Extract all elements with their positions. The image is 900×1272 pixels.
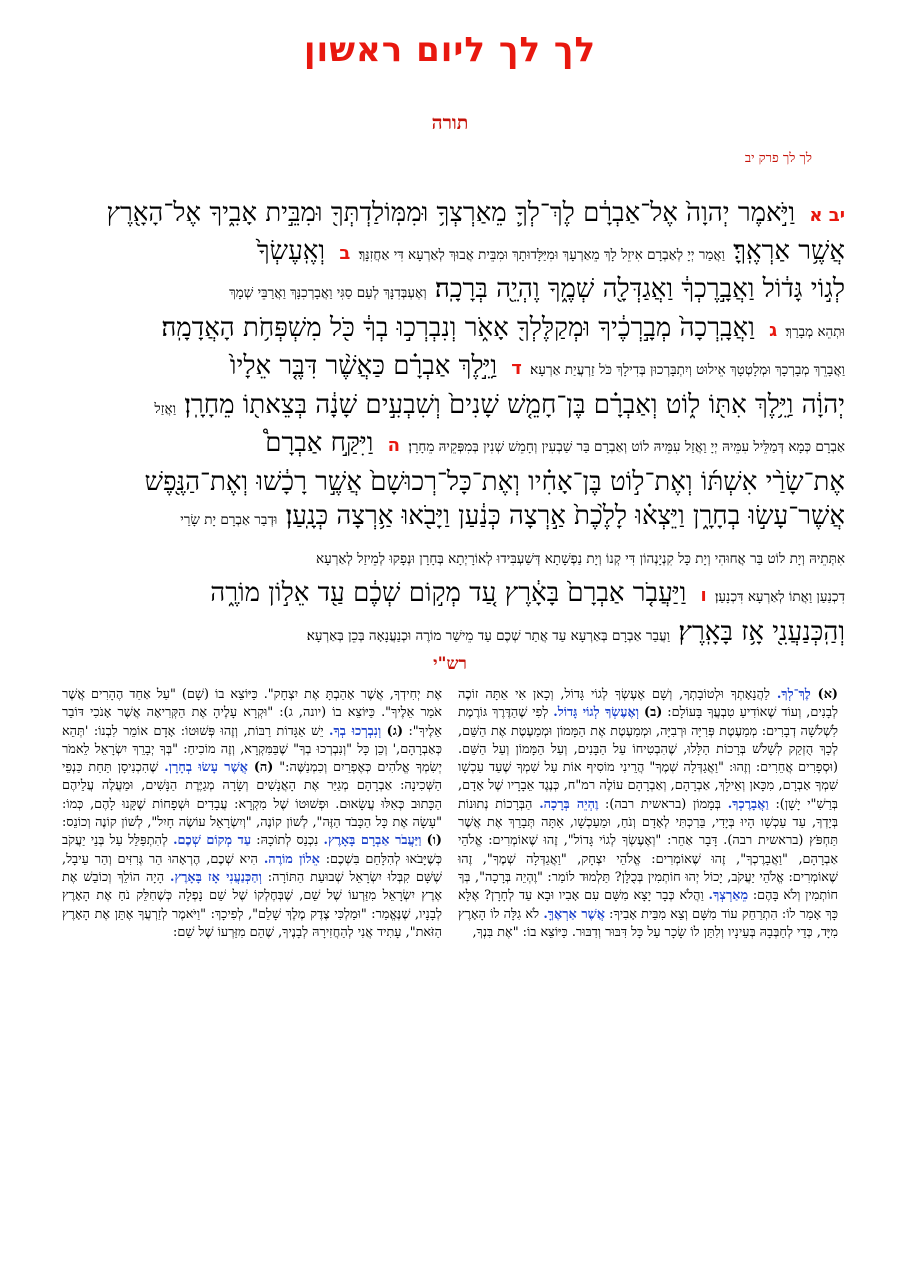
verse-number: ד <box>511 358 522 379</box>
rashi-commentary-text: וַהֲלֹא כְּבָר יָצָא מִשָּׁם עִם אָבִיו וּבָא עַד לְחָרָן? אֶלָּא כָּךְ אָמַר לוֹ: הִתְרַחֵק עוֹד מִשָּׁם וְצֵא מִבֵּית אָבִיךָ: <box>458 888 838 922</box>
rashi-heading: וַאֲבָרֶכְךָ. <box>727 796 769 812</box>
verse-number: ה <box>387 435 401 456</box>
section-title: תורה <box>431 112 469 134</box>
rashi-verse-number: (ג) <box>386 723 404 739</box>
onkelos-text: וַאֲבָרֵךְ מְבָרְכָךְ וּמְלָטְטָךְ אֵילוּט וְיִתְבָּרְכוּן בְּדִילָךְ כֹּל זַרְעֲיַת אַרְעָא׃ <box>530 362 845 378</box>
rashi-heading: עַד מְקוֹם שְׁכֶם. <box>173 833 252 849</box>
rashi-commentary-text: לְהִתְפַּלֵּל עַל בְּנֵי יַעֲקֹב כְּשֶׁיָּבֹאוּ לְהִלָּחֵם בִּשְׁכֶם: <box>62 833 443 867</box>
rashi-column-left <box>62 686 442 942</box>
torah-line <box>55 388 845 427</box>
rashi-heading: לֶךְ־לְךָ. <box>776 687 811 702</box>
onkelos-text: אַבְרָם כְּמָא דְּמַלֵּיל עִמֵּיהּ יְיָ וַאֲזַל עִמֵּיהּ לוֹט וְאַבְרָם בַּר שַׁבְעִין וְחָמֵשׁ שְׁנִין בְּמִפְּקֵיהּ מֵחָרָן׃ <box>408 439 845 455</box>
verse-number: יב א <box>809 205 845 226</box>
rashi-verse-number: (א) <box>817 687 838 702</box>
rashi-heading: אֲשֶׁר עָשׂוּ בְחָרָן. <box>164 760 248 776</box>
rashi-commentary-text: לְפִי שֶׁהַדֶּרֶךְ גּוֹרֶמֶת לִשְׁלֹשָׁה דְבָרִים: מְמַעֶטֶת פְּרִיָּה וּרְבִיָּה, וּמְמַעֶטֶת אֶת הַמָּמוֹן וּמְמַעֶטֶת אֶת הַשֵּׁם, לְכָךְ הֻזְקַק לְשָׁלֹשׁ בְּרָכוֹת הַלָּלוּ, שֶׁהִבְטִיחוֹ עַל הַבָּנִים, וְעַל הַמָּמוֹן וְעַל הַשֵּׁם. (וּסְפָרִים אֲחֵרִים: וְזֶהוּ: "וַאֲגַדְּלָה שְׁמֶךָ" הֲרֵינִי מוֹסִיף אוֹת עַל שִׁמְךָ שֶׁעַד עַכְשָׁו שִׁמְךָ אַבְרָם, מִכָּאן וְאֵילָךְ, אַבְרָהָם, וְאַבְרָהָם עוֹלֶה רמ"ח, כְּנֶגֶד אֵבָרָיו שֶׁל אָדָם, בְּרַשִׁ"י יָשָׁן): <box>458 705 838 812</box>
torah-line <box>55 311 845 350</box>
torah-verse-text: לְג֣וֹי גָּד֔וֹל וַאֲבָ֣רֶכְךָ֔ וַאֲגַדְּלָ֖ה שְׁמֶ֑ךָ וֶהְיֵ֖ה בְּרָכָֽה׃ <box>434 274 845 304</box>
rashi-heading: אֲשֶׁר אַרְאֶךָּ. <box>543 906 605 922</box>
torah-line <box>55 426 845 465</box>
torah-verse-text: וְהַֽכְּנַעֲנִ֖י אָ֥ז בָּאָֽרֶץ׃ <box>678 616 845 647</box>
torah-verse-text: אֶת־שָׂרַ֨י אִשְׁתּ֜וֹ וְאֶת־ל֣וֹט בֶּן־אָחִ֗יו וְאֶת־כָּל־רְכוּשָׁם֙ אֲשֶׁ֣ר רָכָ֔שׁוּ וְאֶת־הַנֶּ֖פֶשׁ <box>144 466 845 497</box>
rashi-heading: וְהַכְּנַעֲנִי אָז בָּאָרֶץ. <box>170 869 262 885</box>
onkelos-text: דִכְנַעַן וַאֲתוֹ לְאַרְעָא דִּכְנָעַן׃ <box>714 589 845 605</box>
rashi-commentary-text: אֶת יְחִידְךָ, אֲשֶׁר אָהַבְתָּ אֶת יִצְחָק". כַּיּוֹצֵא בוֹ (שָׁם) "עַל אַחַד הֶהָרִים אֲשֶׁר אֹמַר אֵלֶיךָ". כַּיּוֹצֵא בוֹ (יונה, ג): "וּקְרָא עָלֶיהָ אֶת הַקְּרִיאָה אֲשֶׁר אָנֹכִי דּוֹבֵר אֵלֶיךָ": <box>62 687 442 739</box>
verse-number: ו <box>700 585 707 606</box>
page-title: לך לך ליום ראשון <box>303 30 597 70</box>
rashi-heading: מֵאַרְצְךָ. <box>708 888 749 904</box>
torah-verse-text: וַאֲבָֽרְכָה֙ מְבָ֣רְכֶ֔יךָ וּמְקַלֶּלְךָ֖ אָאֹ֑ר וְנִבְרְכ֣וּ בְךָ֔ כֹּ֖ל מִשְׁפְּחֹ֥ת הָאֲדָמָֽה׃ <box>161 312 755 343</box>
verse-number: ב <box>339 242 351 264</box>
onkelos-text: וַאֲזַל <box>154 400 177 417</box>
rashi-commentary-text: לַהֲנָאָתְךָ וּלְטוֹבָתְךָ, וְשָׁם אֶעֶשְׂךָ לְגוֹי גָּדוֹל, וְכָאן אִי אַתָּה זוֹכֶה לְבָנִים, וְעוֹד שֶׁאוֹדִיעַ טִבְעֲךָ בָּעוֹלָם: <box>458 687 838 721</box>
onkelos-text: אִתְּתֵיהּ וְיָת לוֹט בַּר אֲחוּהִי וְיָת כָּל קִנְיָנְהוֹן דִּי קְנוֹ וְיָת נַפְשָׁתָא דְּשַׁעְבִּידוּ לְאוֹרָיְתָא בְּחָרָן וּנְפָקוּ לְמֵיזַל לְאַרְעָא <box>316 550 845 567</box>
onkelos-text: וַעֲבַר אַבְרָם בְּאַרְעָא עַד אֲתַר שְׁכֶם עַד מֵישַׁר מוֹרֶה וּכְנַעֲנָאָה בְּכֵן בְּאַרְעָא׃ <box>306 627 671 644</box>
onkelos-text: וַאֲמַר יְיָ לְאַבְרָם אִיזֵל לָךְ מֵאַרְעָךְ וּמִיַּלָּדוּתָךְ וּמִבֵּית אֲבוּךְ לְאַרְעָא דִּי אַחֲזִנָּךְ׃ <box>358 246 725 263</box>
onkelos-text: וּדְבַר אַבְרָם יָת שָׂרַי <box>180 512 278 528</box>
rashi-heading: וַיַּעֲבֹר אַבְרָם בָּאָרֶץ. <box>323 833 422 849</box>
rashi-commentary-text: הִיא שְׁכֶם, הֶרְאָהוּ הַר גְּרִזִּים וְהַר עֵיבָל, שֶׁשָּׁם קִבְּלוּ יִשְׂרָאֵל שְׁבוּעַת הַתּוֹרָה: <box>62 851 442 885</box>
torah-verse-text: וְאֶֽעֶשְׂךָ֙ <box>256 235 326 266</box>
rashi-commentary-text: שֶׁהִכְנִיסָן תַּחַת כַּנְפֵי הַשְּׁכִינָה: אַבְרָהָם מְגַיֵּר אֶת הָאֲנָשִׁים וְשָׂרָה מְגַיֶּרֶת הַנָּשִׁים, וּמַעֲלֶה עֲלֵיהֶם הַכָּתוּב כְּאִלּוּ עֲשָׂאוּם. וּפְשׁוּטוֹ שֶׁל מִקְרָא: עֲבָדִים וּשְׁפָחוֹת שֶׁקָּנוּ לָהֶם, כְּמוֹ: "עָשָׂה אֶת כָּל הַכָּבֹד הַזֶּה", לְשׁוֹן קוֹנֶה, "וְיִשְׂרָאֵל עוֹשֶׂה חָיִל", לְשׁוֹן קוֹנֶה וְכוֹנֵס: <box>62 760 442 831</box>
torah-line <box>55 234 845 273</box>
rashi-heading: וְאֶעֶשְׂךָ לְגוֹי גָּדוֹל. <box>553 705 640 721</box>
torah-verse-text: וַיִּקַּ֣ח אַבְרָם֩ <box>265 428 374 458</box>
rashi-commentary-text: הַבְּרָכוֹת נְתוּנוֹת בְּיָדְךָ, עַד עַכְשָׁו הָיוּ בְּיָדִי, בֵּרַכְתִּי לְאָדָם וְנֹחַ, וּמֵעַכְשָׁו, אַתָּה תְּבָרֵךְ אֶת אֲשֶׁר תַּחְפֹּץ (בראשית רבה). דָּבָר אַחֵר: "וְאֶעֶשְׂךָ לְגוֹי גָּדוֹל", זֶהוּ שֶׁאוֹמְרִים: אֱלֹהֵי אַבְרָהָם, "וַאֲבָרֶכְךָ", זֶהוּ שֶׁאוֹמְרִים: אֱלֹהֵי יִצְחָק, "וַאֲגַדְּלָה שְׁמֶךָ", זֶהוּ שֶׁאוֹמְרִים: אֱלֹהֵי יַעֲקֹב, יָכוֹל יְהוּ חוֹתְמִין בְּכֻלָּן? תַּלְמוּד לוֹמַר: "וֶהְיֵה בְּרָכָה", בְּךָ חוֹתְמִין וְלֹא בָּהֶם: <box>458 796 838 904</box>
torah-verse-text: וַיֵּ֣לֶךְ אַבְרָ֗ם כַּאֲשֶׁ֨ר דִּבֶּ֤ר אֵלָיו֙ <box>229 351 498 381</box>
rashi-commentary-text: נִכְנַס לְתוֹכָהּ: <box>256 833 319 849</box>
onkelos-text: וְאֶעְבְּדִנָּךְ לְעַם סַגִּי וַאֲבָרְכִנָּךְ וַאֲרַבֵּי שְׁמָךְ <box>229 285 427 301</box>
rashi-heading: וְנִבְרְכוּ בְךָ. <box>329 723 382 739</box>
verse-number: ג <box>769 319 778 341</box>
rashi-commentary-text: יֵשׁ אַגָּדוֹת רַבּוֹת, וְזֶהוּ פְּשׁוּטוֹ: אָדָם אוֹמֵר לִבְנוֹ: 'תְּהֵא כְּאַבְרָהָם,' וְכֵן כָּל "וְנִבְרְכוּ בְךָ" שֶׁבַּמִּקְרָא, וְזֶה מוֹכִיחַ: "בְּךָ יְבָרֵךְ יִשְׂרָאֵל לֵאמֹר יְשִׂמְךָ אֱלֹהִים כְּאֶפְרַיִם וְכִמְנַשֶּׁה:" <box>62 723 442 776</box>
torah-line <box>55 499 845 538</box>
rashi-commentary-text: לֹא גִלָּה לוֹ הָאָרֶץ מִיָּד, כְּדֵי לְחַבְּבָהּ בְּעֵינָיו וְלִתֵּן לוֹ שָׂכָר עַל כָּל דִּבּוּר וְדִבּוּר. כַּיּוֹצֵא בוֹ: "אֶת בִּנְךָ, <box>458 906 838 940</box>
rashi-verse-number: (ב) <box>644 705 663 721</box>
torah-verse-text: יְהוָ֔ה וַיֵּ֥לֶךְ אִתּ֖וֹ ל֑וֹט וְאַבְרָ֗ם בֶּן־חָמֵ֤שׁ שָׁנִים֙ וְשִׁבְעִ֣ים שָׁנָ֔ה בְּצֵאת֖וֹ מֵחָרָֽן׃ <box>184 389 845 420</box>
torah-line <box>55 465 845 500</box>
rashi-title: רש"י <box>433 654 467 674</box>
rashi-commentary-text: בְּמָמוֹן (בראשית רבה): <box>605 796 721 812</box>
torah-line <box>55 538 845 577</box>
torah-line <box>55 272 845 311</box>
rashi-verse-number: (ה) <box>253 760 274 776</box>
torah-verse-text: אֲשֶׁר־עָשׂ֣וּ בְחָרָ֑ן וַיֵּצְא֗וּ לָלֶ֙כֶת֙ אַ֣רְצָה כְּנַ֔עַן וַיָּבֹ֖אוּ אַ֥רְצָה כְּנָֽעַן׃ <box>285 501 845 531</box>
rashi-verse-number: (ו) <box>426 833 442 849</box>
torah-verse-text: וַיֹּ֣אמֶר יְהוָה֙ אֶל־אַבְרָ֔ם לֶךְ־לְךָ֛ מֵאַרְצְךָ֥ וּמִמּֽוֹלַדְתְּךָ֖ וּמִבֵּ֣ית אָבִ֑יךָ אֶל־הָאָ֖רֶץ <box>106 198 796 228</box>
rashi-commentary-text: הָיָה הוֹלֵךְ וְכוֹבֵשׁ אֶת אֶרֶץ יִשְׂרָאֵל מִזַּרְעוֹ שֶׁל שֵׁם, שֶׁבְּחֶלְקוֹ שֶׁל שֵׁם נָפְלָה כְּשֶׁחִלֵּק נֹחַ אֶת הָאָרֶץ לְבָנָיו, שֶׁנֶּאֱמַר: "וּמַלְכִּי צֶדֶק מֶלֶךְ שָׁלֵם", לְפִיכָךְ: "וַיֹּאמֶר לְזַרְעֲךָ אֶתֵּן אֶת הָאָרֶץ הַזֹּאת", עָתִיד אֲנִי לְהַחֲזִירָהּ לְבָנֶיךָ, שֶׁהֵם מִזַּרְעוֹ שֶׁל שֵׁם: <box>62 869 442 940</box>
torah-verse-text: אֲשֶׁ֥ר אַרְאֶֽךָּ׃ <box>733 235 845 266</box>
torah-line <box>55 576 845 615</box>
torah-line <box>55 196 845 234</box>
torah-text <box>55 196 845 653</box>
rashi-heading: וֶהְיֵה בְּרָכָה. <box>539 796 599 812</box>
torah-line <box>55 615 845 654</box>
torah-verse-text: וַיַּעֲבֹ֤ר אַבְרָם֙ בָּאָ֔רֶץ עַ֚ד מְק֣וֹם שְׁכֶ֔ם עַ֖ד אֵל֣וֹן מוֹרֶ֑ה <box>210 578 687 608</box>
chapter-reference: לך לך פרק יב <box>744 151 812 166</box>
rashi-heading: אֵלוֹן מוֹרֶה. <box>263 851 320 867</box>
rashi-column-right <box>458 686 838 942</box>
torah-line <box>55 349 845 388</box>
onkelos-text: וּתְהֵא מְבָרַךְ׃ <box>785 323 845 340</box>
